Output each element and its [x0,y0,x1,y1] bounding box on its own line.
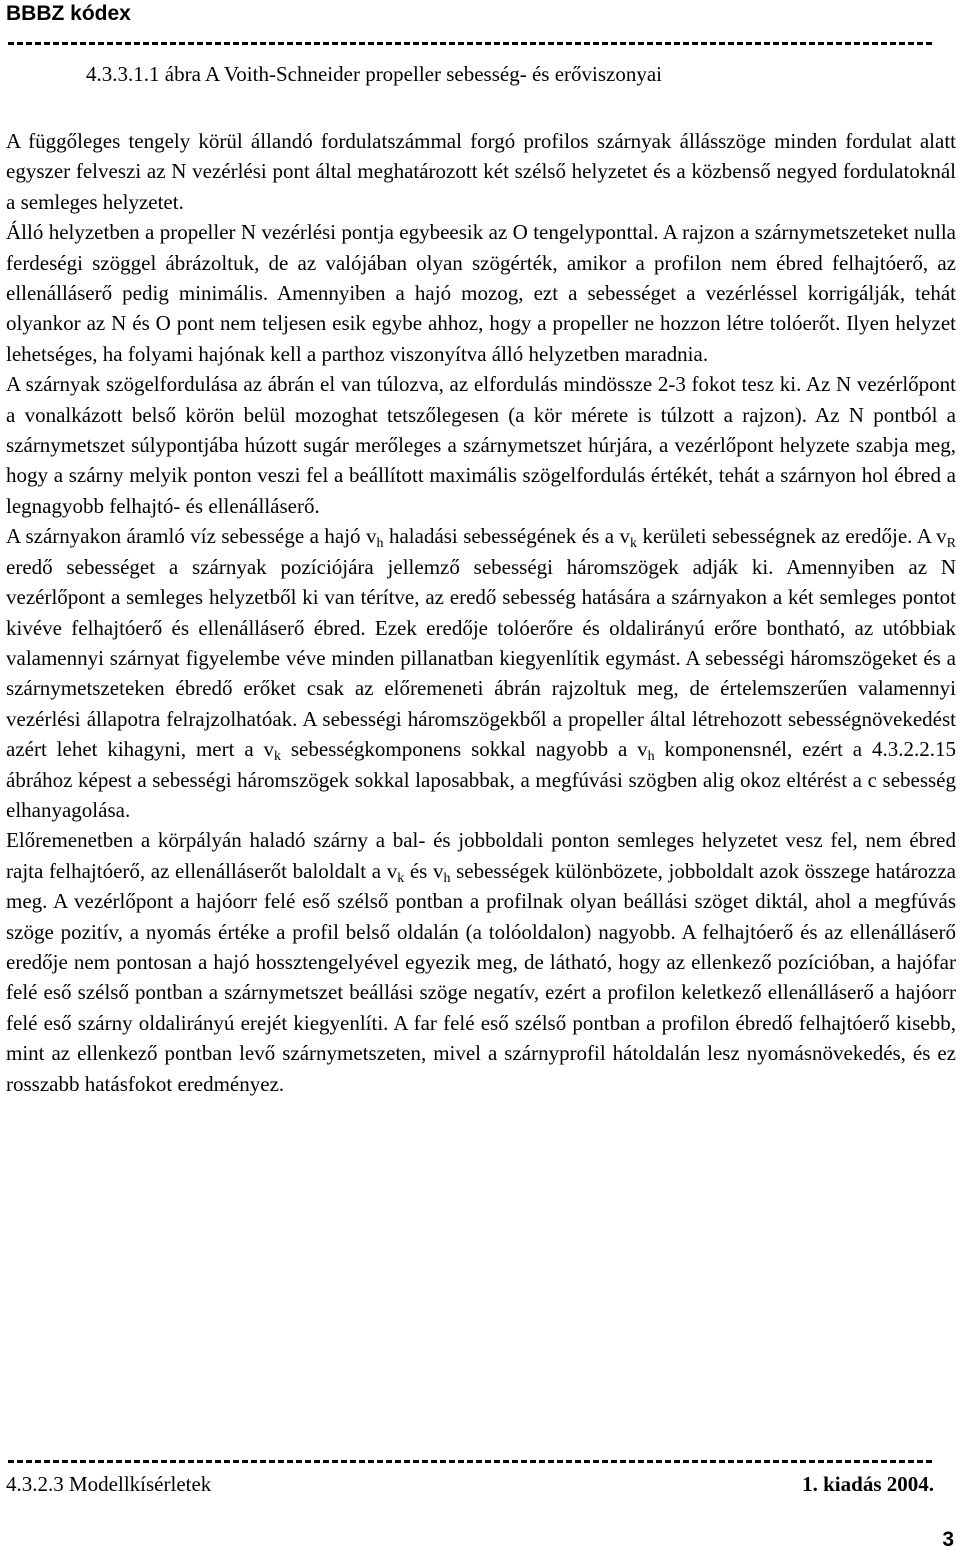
document-header-title: BBBZ kódex [6,2,131,25]
footer-divider [8,1460,932,1463]
header-divider [8,42,932,45]
paragraph-2: Álló helyzetben a propeller N vezérlési pontja egybeesik az O tengelyponttal. A rajzon a szárnymetszeteket nulla ferdeségi szöggel ábrázoltuk, de az valójában olyan szögérték, amikor a profilon nem ébred felhajtóerő, az ellenálláserő pedig minimális. Amennyiben a hajó mozog, ezt a sebességet a vezérléssel korrigálják, tehát olyankor az N és O pont nem teljesen esik egybe ahhoz, hogy a propeller ne hozzon létre tolóerőt. Ilyen helyzet lehetséges, ha folyami hajónak kell a parthoz viszonyítva álló helyzetben maradnia. [6,220,956,366]
footer-edition: 1. kiadás 2004. [802,1472,934,1496]
paragraph-4: A szárnyakon áramló víz sebessége a hajó $v_h$ haladási sebességének és a $v_k$ kerületi sebességnek az eredője. A $v_R$ eredő sebességet a szárnyak pozíciójára jellemző sebességi háromszögek adják ki. Amennyiben az N vezérlőpont a semleges helyzetből ki van térítve, az eredő sebesség hatására a szárnyakon a két semleges pontot kivéve felhajtóerő és ellenálláserő ébred. Ezek eredője tolóerőre és oldalirányú erőre bontható, az utóbbiak valamennyi szárnyat figyelembe véve minden pillanatban kiegyenlítik egymást. A sebességi háromszögeket és a szárnymetszeteken ébredő erőket csak az előremeneti ábrán rajzoltuk meg, de értelemszerűen valamennyi vezérlési állapotra felrajzolhatóak. A sebességi háromszögekből a propeller által létrehozott sebességnövekedést azért lehet kihagyni, mert a $v_k$ sebességkomponens sokkal nagyobb a $v_h$ komponensnél, ezért a 4.3.2.2.15 ábrához képest a sebességi háromszögek sokkal laposabbak, a megfúvási szögben alig okoz eltérést a c sebesség elhanyagolása. [6,524,956,822]
paragraph-3: A szárnyak szögelfordulása az ábrán el van túlozva, az elfordulás mindössze 2-3 fokot tesz ki. Az N vezérlőpont a vonalkázott belső körön belül mozoghat tetszőlegesen (a kör mérete is túlzott a rajzon). Az N pontból a szárnymetszet súlypontjába húzott sugár merőleges a szárnymetszet húrjára, a vezérlőpont helyzete szabja meg, hogy a szárny melyik ponton veszi fel a beállított maximális szögelfordulás értékét, tehát a szárnyon hol ébred a legnagyobb felhajtó- és ellenálláserő. [6,372,956,518]
figure-caption: 4.3.3.1.1 ábra A Voith-Schneider propeller sebesség- és erőviszonyai [86,62,663,86]
page-number: 3 [942,1528,954,1551]
paragraph-5: Előremenetben a körpályán haladó szárny a bal- és jobboldali ponton semleges helyzetet vesz fel, nem ébred rajta felhajtóerő, az ellenálláserőt baloldalt a $v_k$ és $v_h$ sebességek különbözete, jobboldalt azok összege határozza meg. A vezérlőpont a hajóorr felé eső szélső pontban a profilnak olyan beállási szöget diktál, ahol a megfúvás szöge pozitív, a nyomás értéke a profil belső oldalán (a tolóoldalon) nagyobb. A felhajtóerő és az ellenálláserő eredője nem pontosan a hajó hossztengelyével egyezik meg, de látható, hogy az ellenkező pozícióban, a hajófar felé eső szélső pontban a szárnymetszet beállási szöge negatív, ezért a profilon keletkező ellenálláserő a hajóorr felé eső szárny oldalirányú erejét kiegyenlíti. A far felé eső szélső pontban a profilon ébredő felhajtóerő kisebb, mint az ellenkező pontban levő szárnymetszeten, mivel a szárnyprofil hátoldalán lesz nyomásnövekedés, és ez rosszabb hatásfokot eredményez. [6,828,956,1096]
document-body [6,96,956,1099]
footer-section-title: 4.3.2.3 Modellkísérletek [6,1472,212,1496]
paragraph-1: A függőleges tengely körül állandó fordulatszámmal forgó profilos szárnyak állásszöge minden fordulat alatt egyszer felveszi az N vezérlési pont által meghatározott két szélső helyzetet és a közbenső negyed fordulatoknál a semleges helyzetet. [6,129,956,214]
